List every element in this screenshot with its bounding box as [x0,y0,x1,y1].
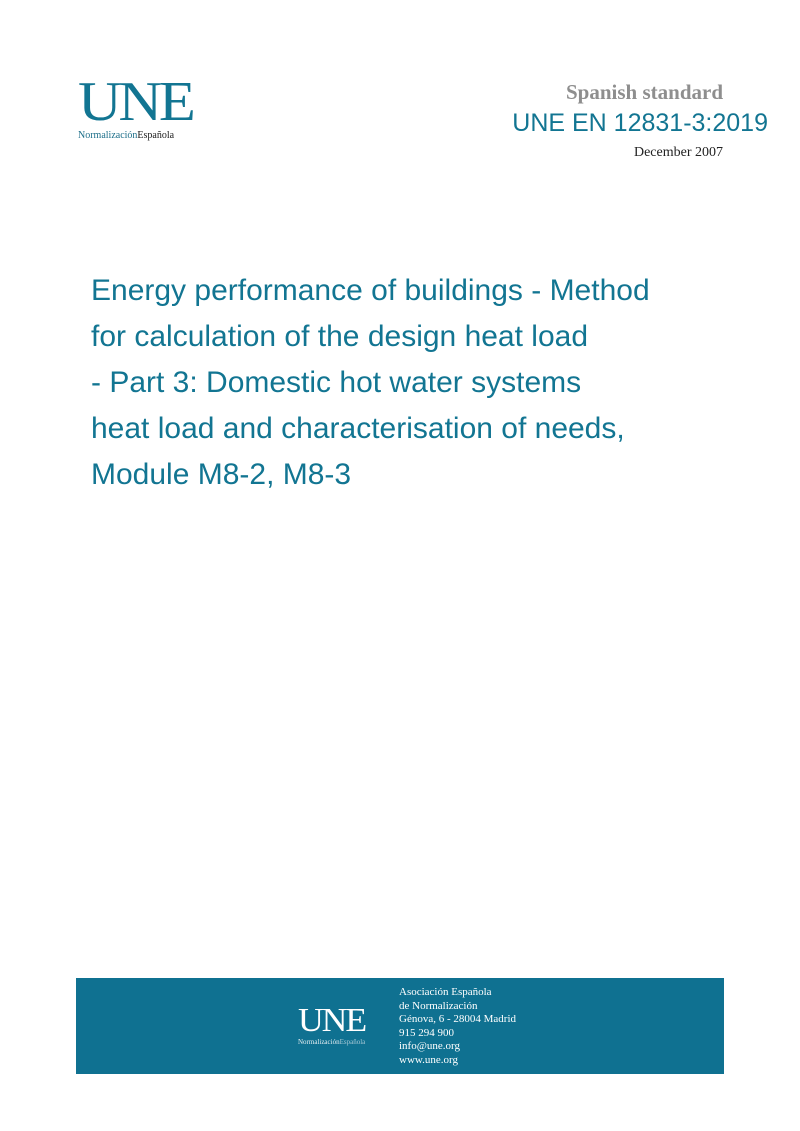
contact-phone: 915 294 900 [399,1026,454,1039]
title-line: heat load and characterisation of needs, [91,412,625,445]
une-logo-mark: UNE [78,71,193,133]
une-logo [78,71,193,141]
footer-logo-subtitle-part1: Normalización [298,1038,340,1046]
footer-band [76,978,724,1074]
contact-org-name-2: de Normalización [399,999,478,1012]
title-line: Module M8-2, M8-3 [91,458,352,491]
contact-org-name-1: Asociación Española [399,986,492,998]
logo-subtitle-part2: Española [137,130,175,141]
contact-website: www.une.org [399,1053,458,1066]
document-title [91,268,731,498]
footer-logo-subtitle [298,1038,365,1046]
standard-type: Spanish standard [566,80,723,104]
footer-contact [399,986,516,1067]
title-line: - Part 3: Domestic hot water systems [91,366,582,399]
logo-subtitle-part1: Normalización [78,130,138,141]
contact-email: info@une.org [399,1040,460,1052]
footer-une-logo [298,1004,365,1046]
title-line: for calculation of the design heat load [91,320,589,353]
title-line: Energy performance of buildings - Method [91,274,650,307]
standard-code: UNE EN 12831-3:2019 [512,109,768,137]
standard-header [512,80,768,161]
footer-logo-mark: UNE [298,1002,366,1039]
footer-logo-subtitle-part2: Española [339,1038,366,1046]
contact-address: Génova, 6 - 28004 Madrid [399,1013,517,1025]
standard-date: December 2007 [633,145,723,160]
